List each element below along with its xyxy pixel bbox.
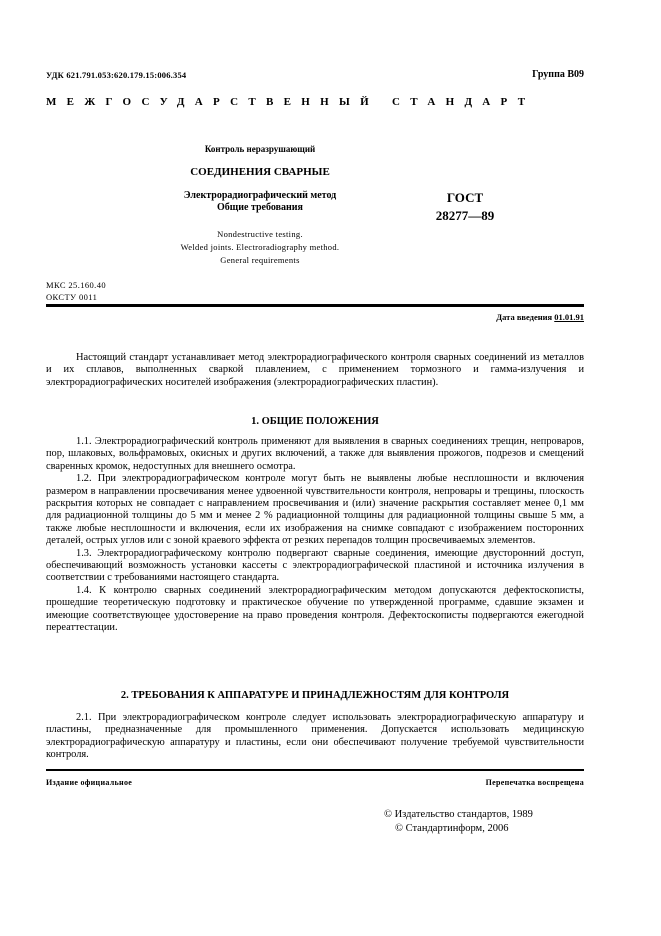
method-subtitle [120, 190, 400, 214]
copyright-line-2: © Стандартинформ, 2006 [395, 823, 509, 834]
classification-codes [46, 279, 106, 303]
document-title: СОЕДИНЕНИЯ СВАРНЫЕ [190, 166, 330, 178]
english-line-3: General requirements [220, 255, 300, 265]
effective-date-value: 01.01.91 [554, 312, 584, 322]
effective-date [496, 312, 584, 322]
intro-paragraph [46, 352, 584, 389]
clause-1-4: 1.4. К контролю сварных соединений электрорадиографическим методом допускаются дефектоскописты, прошедшие теоретическую подготовку и практическое обучение по утвержденной программе, сдавшие экзамен и имеющие соответствующее удостоверение на право проведения контроля. Дефектоскописты подвергаются ежегодной переаттестации. [46, 584, 584, 634]
reprint-prohibited-note: Перепечатка воспрещена [485, 778, 584, 787]
gost-designation [420, 189, 510, 225]
mks-code: МКС 25.160.40 [46, 280, 107, 290]
gost-number: 28277—89 [435, 208, 495, 223]
interstate-standard-banner: МЕЖГОСУДАРСТВЕННЫЙ СТАНДАРТ [46, 96, 536, 108]
group-code: Группа В09 [532, 69, 584, 80]
method-line-1: Электрорадиографический метод [183, 190, 337, 201]
section-1-heading: 1. ОБЩИЕ ПОЛОЖЕНИЯ [251, 416, 379, 427]
english-line-1: Nondestructive testing. [217, 229, 303, 239]
footer-divider [46, 769, 584, 771]
gost-label: ГОСТ [446, 190, 484, 205]
header-divider [46, 304, 584, 307]
okstu-code: ОКСТУ 0011 [46, 292, 98, 302]
effective-date-label: Дата введения [496, 312, 555, 322]
section-2-body [46, 712, 584, 762]
control-type: Контроль неразрушающий [204, 144, 316, 154]
clause-1-1: 1.1. Электрорадиографический контроль применяют для выявления в сварных соединениях трещин, непроваров, пор, шлаковых, вольфрамовых, окисных и других включений, а также для выявления прожогов, подрезов и смещений сваренных кромок, недоступных для внешнего осмотра. [46, 436, 584, 472]
section-2-heading: 2. ТРЕБОВАНИЯ К АППАРАТУРЕ И ПРИНАДЛЕЖНОСТЯМ ДЛЯ КОНТРОЛЯ [120, 690, 510, 701]
english-line-2: Welded joints. Electroradiography method. [180, 242, 340, 252]
official-edition-note: Издание официальное [46, 778, 133, 787]
method-line-2: Общие требования [217, 202, 303, 213]
clause-1-3: 1.3. Электрорадиографическому контролю подвергают сварные соединения, имеющие двусторонний доступ, обеспечивающий возможность установки кассеты с электрорадиографической пластиной и источника излучения в соответствии с требованиями настоящего стандарта. [46, 547, 584, 584]
intro-text: Настоящий стандарт устанавливает метод электрорадиографического контроля сварных соединений из металлов и их сплавов, выполненных сваркой плавлением, с применением тормозного и гамма-излучения и электрорадиографических носителей изображения (электрорадиографических пластин). [46, 352, 584, 388]
clause-1-2: 1.2. При электрорадиографическом контроле могут быть не выявлены любые несплошности и включения размером в направлении просвечивания менее удвоенной чувствительности контроля, непровары и трещины, плоскость раскрытия которых не совпадает с направлением просвечивания и (или) значение раскрытия составляет менее 0,1 мм для радиационной толщины до 5 мм и менее 2 % радиационной толщины для радиационной толщины свыше 5 мм, а также любые несплошности и включения, если их изображения на снимке совпадают с изображением посторонних деталей, острых углов или с зоной краевого эффекта от резких перепадов толщин просвечиваемых элементов. [46, 473, 584, 547]
udk-code: УДК 621.791.053:620.179.15:006.354 [46, 70, 187, 80]
copyright-block [384, 808, 584, 836]
clause-2-1: 2.1. При электрорадиографическом контроле следует использовать электрорадиографическую аппаратуру и пластины, предназначенные для промышленного применения. Допускается использовать медицинскую электрорадиографическую аппаратуру и пластины, если они обеспечивают получение требуемой чувствительности контроля. [46, 712, 584, 761]
english-title [120, 228, 400, 267]
copyright-line-1: © Издательство стандартов, 1989 [384, 809, 533, 820]
section-1-body [46, 436, 584, 635]
